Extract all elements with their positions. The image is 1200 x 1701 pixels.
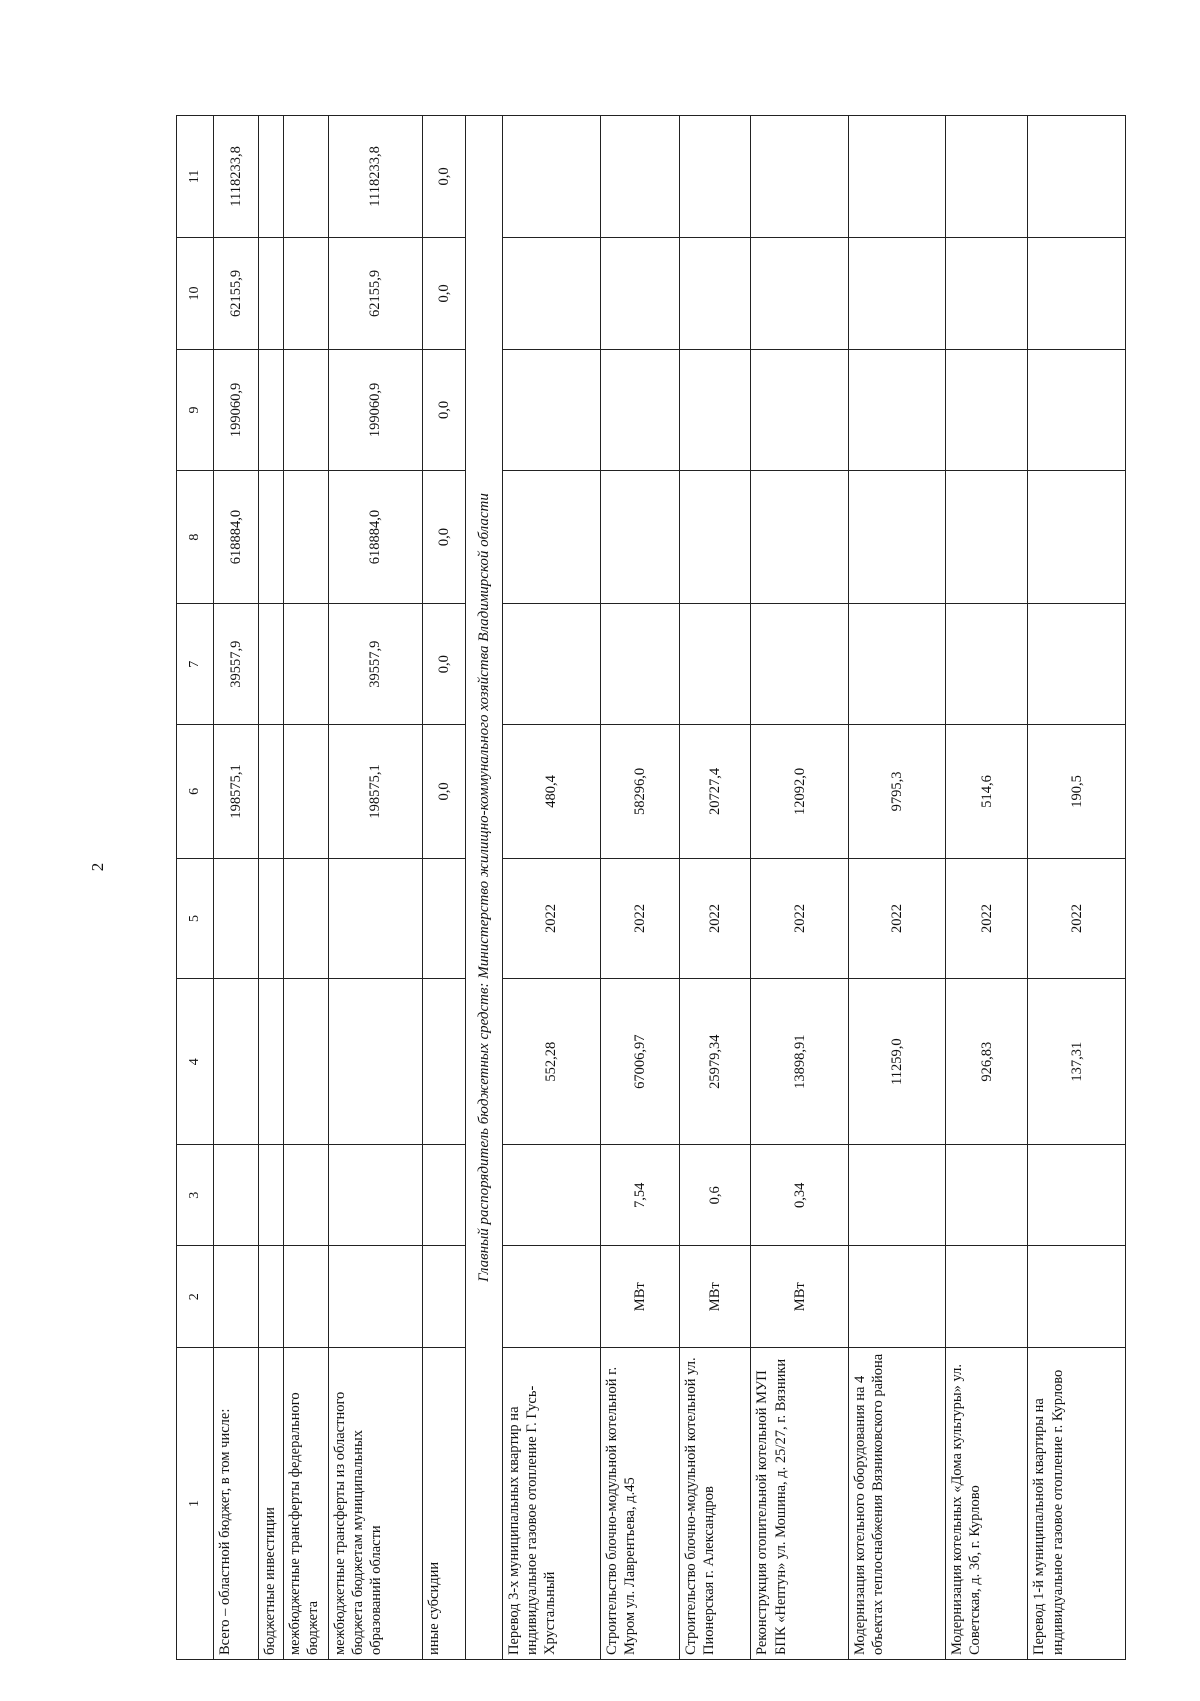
header-cell: 11 <box>177 116 214 238</box>
cost-cell: 552,28 <box>503 979 600 1145</box>
year-cell: 2022 <box>751 858 848 979</box>
row-name: бюджетные инвестиции <box>259 1348 284 1660</box>
value-cell-9: 0,0 <box>423 350 466 471</box>
unit-cell <box>213 1246 258 1348</box>
value-cell-8: 618884,0 <box>213 470 258 604</box>
year-cell: 2022 <box>503 858 600 979</box>
value-cell-6: 58296,0 <box>600 725 679 859</box>
value-cell-6 <box>259 725 284 859</box>
cost-cell <box>328 979 422 1145</box>
value-cell-11 <box>283 116 328 238</box>
unit-cell: МВт <box>751 1246 848 1348</box>
table-row <box>213 116 258 1660</box>
value-cell-8 <box>848 470 945 604</box>
value-cell-11 <box>679 116 751 238</box>
value-cell-9 <box>283 350 328 471</box>
year-cell <box>259 858 284 979</box>
row-name: Строительство блочно-модульной котельной ул. Пионерская г. Александров <box>679 1348 751 1660</box>
value-cell-6: 190,5 <box>1028 725 1126 859</box>
year-cell: 2022 <box>946 858 1028 979</box>
header-cell: 2 <box>177 1246 214 1348</box>
capacity-cell <box>946 1145 1028 1247</box>
page-number: 2 <box>88 862 107 872</box>
value-cell-10 <box>503 237 600 349</box>
row-name: Всего – областной бюджет, в том числе: <box>213 1348 258 1660</box>
capacity-cell <box>283 1145 328 1247</box>
budget-table <box>176 115 1126 1660</box>
value-cell-6: 514,6 <box>946 725 1028 859</box>
unit-cell <box>503 1246 600 1348</box>
value-cell-7: 39557,9 <box>328 604 422 725</box>
unit-cell <box>328 1246 422 1348</box>
header-cell: 6 <box>177 725 214 859</box>
value-cell-7 <box>503 604 600 725</box>
value-cell-8 <box>259 470 284 604</box>
value-cell-7 <box>946 604 1028 725</box>
value-cell-6: 20727,4 <box>679 725 751 859</box>
row-name: Модернизация котельного оборудования на 4 объектах теплоснабжения Вязниковского района <box>848 1348 945 1660</box>
value-cell-10: 62155,9 <box>213 237 258 349</box>
year-cell: 2022 <box>600 858 679 979</box>
value-cell-7: 0,0 <box>423 604 466 725</box>
value-cell-9 <box>848 350 945 471</box>
cost-cell: 67006,97 <box>600 979 679 1145</box>
value-cell-10 <box>283 237 328 349</box>
year-cell: 2022 <box>679 858 751 979</box>
value-cell-9: 199060,9 <box>328 350 422 471</box>
value-cell-11 <box>946 116 1028 238</box>
table-row <box>848 116 945 1660</box>
year-cell <box>213 858 258 979</box>
header-cell: 7 <box>177 604 214 725</box>
table-row <box>946 116 1028 1660</box>
capacity-cell: 0,34 <box>751 1145 848 1247</box>
value-cell-9: 199060,9 <box>213 350 258 471</box>
value-cell-7 <box>848 604 945 725</box>
capacity-cell <box>328 1145 422 1247</box>
header-row <box>177 116 214 1660</box>
row-name: иные субсидии <box>423 1348 466 1660</box>
header-cell: 4 <box>177 979 214 1145</box>
table-row <box>283 116 328 1660</box>
unit-cell <box>1028 1246 1126 1348</box>
row-name: межбюджетные трансферты федерального бюджета <box>283 1348 328 1660</box>
value-cell-11 <box>600 116 679 238</box>
header-cell: 5 <box>177 858 214 979</box>
value-cell-11 <box>848 116 945 238</box>
year-cell <box>423 858 466 979</box>
cost-cell: 137,31 <box>1028 979 1126 1145</box>
value-cell-10: 0,0 <box>423 237 466 349</box>
value-cell-8 <box>751 470 848 604</box>
value-cell-9 <box>600 350 679 471</box>
year-cell <box>283 858 328 979</box>
capacity-cell <box>259 1145 284 1247</box>
unit-cell <box>259 1246 284 1348</box>
capacity-cell: 0,6 <box>679 1145 751 1247</box>
table-row <box>679 116 751 1660</box>
table-row <box>1028 116 1126 1660</box>
cost-cell <box>283 979 328 1145</box>
header-cell: 10 <box>177 237 214 349</box>
cost-cell <box>423 979 466 1145</box>
value-cell-6: 198575,1 <box>213 725 258 859</box>
row-name: Перевод 3-х муниципальных квартир на индивидуальное газовое отопление Г. Гусь-Хрустальный <box>503 1348 600 1660</box>
unit-cell <box>946 1246 1028 1348</box>
value-cell-11 <box>503 116 600 238</box>
value-cell-9 <box>259 350 284 471</box>
capacity-cell <box>503 1145 600 1247</box>
value-cell-10 <box>679 237 751 349</box>
value-cell-9 <box>751 350 848 471</box>
value-cell-9 <box>946 350 1028 471</box>
value-cell-7 <box>679 604 751 725</box>
value-cell-6: 9795,3 <box>848 725 945 859</box>
value-cell-10 <box>1028 237 1126 349</box>
capacity-cell <box>848 1145 945 1247</box>
value-cell-10 <box>600 237 679 349</box>
cost-cell: 13898,91 <box>751 979 848 1145</box>
value-cell-8 <box>679 470 751 604</box>
value-cell-7: 39557,9 <box>213 604 258 725</box>
section-row <box>466 116 503 1660</box>
value-cell-8: 0,0 <box>423 470 466 604</box>
cost-cell <box>259 979 284 1145</box>
header-cell: 3 <box>177 1145 214 1247</box>
value-cell-11: 1118233,8 <box>328 116 422 238</box>
cost-cell: 11259,0 <box>848 979 945 1145</box>
unit-cell <box>848 1246 945 1348</box>
header-cell: 8 <box>177 470 214 604</box>
value-cell-6 <box>283 725 328 859</box>
value-cell-9 <box>679 350 751 471</box>
value-cell-7 <box>600 604 679 725</box>
value-cell-8 <box>1028 470 1126 604</box>
value-cell-6: 480,4 <box>503 725 600 859</box>
capacity-cell <box>1028 1145 1126 1247</box>
table-row <box>259 116 284 1660</box>
row-name: межбюджетные трансферты из областного бюджета бюджетам муниципальных образований области <box>328 1348 422 1660</box>
year-cell <box>328 858 422 979</box>
value-cell-8 <box>600 470 679 604</box>
value-cell-10 <box>751 237 848 349</box>
cost-cell <box>213 979 258 1145</box>
budget-table-rotated <box>176 115 1126 1660</box>
capacity-cell <box>423 1145 466 1247</box>
value-cell-7 <box>751 604 848 725</box>
table-row <box>423 116 466 1660</box>
row-name: Модернизация котельных «Дома культуры» ул. Советская, д. 3б, г. Курлово <box>946 1348 1028 1660</box>
value-cell-11 <box>1028 116 1126 238</box>
cost-cell: 25979,34 <box>679 979 751 1145</box>
value-cell-11: 0,0 <box>423 116 466 238</box>
value-cell-7 <box>1028 604 1126 725</box>
table-row <box>751 116 848 1660</box>
row-name: Реконструкция отопительной котельной МУП БПК «Нептун» ул. Мошина, д. 25/27, г. Вязники <box>751 1348 848 1660</box>
value-cell-8 <box>946 470 1028 604</box>
header-cell: 9 <box>177 350 214 471</box>
value-cell-6: 198575,1 <box>328 725 422 859</box>
cost-cell: 926,83 <box>946 979 1028 1145</box>
value-cell-10: 62155,9 <box>328 237 422 349</box>
value-cell-7 <box>259 604 284 725</box>
unit-cell: МВт <box>679 1246 751 1348</box>
capacity-cell: 7,54 <box>600 1145 679 1247</box>
unit-cell: МВт <box>600 1246 679 1348</box>
year-cell: 2022 <box>848 858 945 979</box>
value-cell-7 <box>283 604 328 725</box>
value-cell-10 <box>848 237 945 349</box>
value-cell-10 <box>946 237 1028 349</box>
value-cell-8 <box>283 470 328 604</box>
table-row <box>503 116 600 1660</box>
value-cell-9 <box>1028 350 1126 471</box>
value-cell-6: 12092,0 <box>751 725 848 859</box>
section-title: Главный распорядитель бюджетных средств: Министерство жилищно-коммунального хозяйства Владимирской области <box>466 116 503 1660</box>
value-cell-11 <box>259 116 284 238</box>
header-cell: 1 <box>177 1348 214 1660</box>
value-cell-11 <box>751 116 848 238</box>
value-cell-6: 0,0 <box>423 725 466 859</box>
value-cell-11: 1118233,8 <box>213 116 258 238</box>
table-row <box>600 116 679 1660</box>
year-cell: 2022 <box>1028 858 1126 979</box>
table-row <box>328 116 422 1660</box>
unit-cell <box>283 1246 328 1348</box>
capacity-cell <box>213 1145 258 1247</box>
unit-cell <box>423 1246 466 1348</box>
value-cell-9 <box>503 350 600 471</box>
row-name: Перевод 1-й муниципальной квартиры на индивидуальное газовое отопление г. Курлово <box>1028 1348 1126 1660</box>
value-cell-8 <box>503 470 600 604</box>
row-name: Строительство блочно-модульной котельной г. Муром ул. Лаврентьева, д.45 <box>600 1348 679 1660</box>
value-cell-8: 618884,0 <box>328 470 422 604</box>
value-cell-10 <box>259 237 284 349</box>
